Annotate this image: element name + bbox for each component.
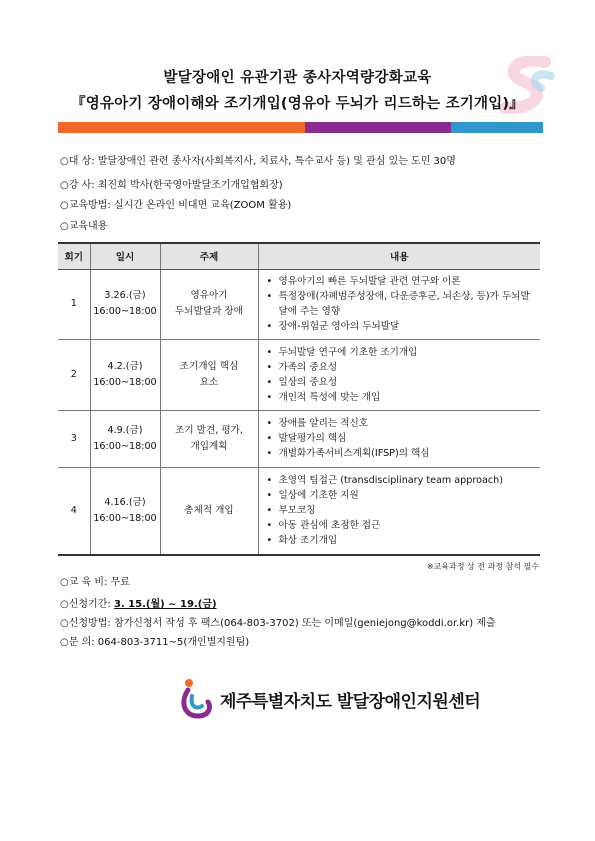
topic-cell xyxy=(160,467,258,555)
content-cell xyxy=(258,410,540,467)
content-item: • 영유아기의 빠른 두뇌발달 관련 연구와 이론 xyxy=(265,274,537,289)
divider-purple-segment xyxy=(305,122,451,133)
info-contact-label: ○문 의: xyxy=(60,637,95,648)
topic-cell xyxy=(160,410,258,467)
topic-line: 개입계획 xyxy=(190,440,228,452)
content-item: • 두뇌발달 연구에 기초한 조기개입 xyxy=(265,345,537,360)
divider-orange-segment xyxy=(58,122,305,133)
date-cell xyxy=(90,269,160,339)
time-text: 16:00~18:00 xyxy=(93,512,157,524)
info-fee-label: ○교 육 비: xyxy=(60,577,108,588)
color-divider-bar xyxy=(58,122,543,133)
content-item: • 초영역 팀접근 (transdisciplinary team approach) xyxy=(265,473,537,488)
content-item: • 일상에 기초한 지원 xyxy=(265,488,537,503)
table-header-row xyxy=(58,243,540,269)
info-contact xyxy=(60,633,249,648)
info-contact-value: 064-803-3711~5(개인별지원팀) xyxy=(97,637,250,648)
info-apply-value: 참가신청서 작성 후 팩스(064-803-3702) 또는 이메일(geniejong@koddi.or.kr) 제출 xyxy=(113,618,496,629)
page-title: 발달장애인 유관기관 종사자역량강화교육 xyxy=(163,70,432,86)
time-text: 16:00~18:00 xyxy=(93,440,157,452)
content-item: • 일상의 중요성 xyxy=(265,375,537,390)
date-text: 3.26.(금) xyxy=(104,290,146,301)
info-period-label: ○신청기간: xyxy=(60,599,111,610)
content-item: • 장애-위험군 영아의 두뇌발달 xyxy=(265,319,537,334)
info-content xyxy=(60,220,107,233)
session-cell: 4 xyxy=(58,467,90,555)
info-apply-label: ○신청방법: xyxy=(60,618,111,629)
table-row xyxy=(58,339,540,410)
info-method xyxy=(60,199,291,212)
content-item: • 발달평가의 핵심 xyxy=(265,431,537,446)
session-cell: 2 xyxy=(58,339,90,410)
topic-cell xyxy=(160,339,258,410)
topic-cell xyxy=(160,269,258,339)
info-lecturer xyxy=(60,179,283,192)
content-cell xyxy=(258,467,540,555)
date-cell xyxy=(90,339,160,410)
organization-logo xyxy=(178,676,480,722)
content-cell xyxy=(258,269,540,339)
header-topic: 주제 xyxy=(160,243,258,269)
topic-line: 총체적 개입 xyxy=(184,504,234,516)
info-fee xyxy=(60,573,130,588)
topic-line: 조기 발견, 평가, xyxy=(175,424,243,436)
date-cell xyxy=(90,410,160,467)
date-text: 4.2.(금) xyxy=(107,360,143,372)
content-item: • 특정장애(자폐범주성장애, 다운증후군, 뇌손상, 등)가 두뇌발달에 주는 영향 xyxy=(265,289,537,319)
info-target xyxy=(60,155,456,168)
header-content: 내용 xyxy=(258,243,540,269)
page-subtitle: 『영유아기 장애이해와 조기개입(영유아 두뇌가 리드하는 조기개입)』 xyxy=(71,96,524,112)
date-text: 4.16.(금) xyxy=(104,496,146,508)
table-row xyxy=(58,410,540,467)
info-lecturer-label: ○강 사: xyxy=(60,180,95,191)
time-text: 16:00~18:00 xyxy=(93,376,157,388)
date-cell xyxy=(90,467,160,555)
info-method-value: 실시간 온라인 비대면 교육(ZOOM 활용) xyxy=(113,200,292,211)
topic-line: 조기개입 핵심 xyxy=(179,360,239,372)
topic-line: 요소 xyxy=(199,376,219,388)
topic-line: 영유아기 xyxy=(190,290,228,301)
info-method-label: ○교육방법: xyxy=(60,200,111,211)
content-item: • 개별화가족서비스계획(IFSP)의 핵심 xyxy=(265,446,537,461)
table-row xyxy=(58,467,540,555)
divider-blue-segment xyxy=(451,122,543,133)
table-row xyxy=(58,269,540,339)
schedule-table xyxy=(58,242,540,556)
content-item: • 가족의 중요성 xyxy=(265,360,537,375)
info-content-label: ○교육내용 xyxy=(60,221,108,232)
info-lecturer-value: 최진희 박사(한국영아발달조기개입협회장) xyxy=(97,180,283,191)
info-target-label: ○대 상: xyxy=(60,156,95,167)
info-period-value: 3. 15.(월) ~ 19.(금) xyxy=(113,599,217,610)
session-cell: 1 xyxy=(58,269,90,339)
info-target-value: 발달장애인 관련 종사자(사회복지사, 치료사, 특수교사 등) 및 관심 있는 도민 30명 xyxy=(97,156,456,167)
info-apply xyxy=(60,614,496,629)
content-item: • 장애를 알리는 적신호 xyxy=(265,416,537,431)
info-fee-value: 무료 xyxy=(110,577,130,588)
info-period xyxy=(60,595,217,610)
organization-name: 제주특별자치도 발달장애인지원센터 xyxy=(220,691,481,712)
content-cell xyxy=(258,339,540,410)
content-item: • 아동 관심에 초점한 접근 xyxy=(265,518,537,533)
topic-line: 두뇌발달과 장애 xyxy=(175,306,243,317)
header-date: 일시 xyxy=(90,243,160,269)
header-session: 회기 xyxy=(58,243,90,269)
attendance-note: ※교육과정 상 전 과정 참석 필수 xyxy=(426,562,539,571)
content-item: • 화상 조기개입 xyxy=(265,533,537,548)
time-text: 16:00~18:00 xyxy=(93,306,157,317)
person-swirl-logo-icon xyxy=(178,676,218,722)
session-cell: 3 xyxy=(58,410,90,467)
content-item: • 부모코칭 xyxy=(265,503,537,518)
content-item: • 개인적 특성에 맞는 개입 xyxy=(265,390,537,405)
date-text: 4.9.(금) xyxy=(107,424,143,436)
